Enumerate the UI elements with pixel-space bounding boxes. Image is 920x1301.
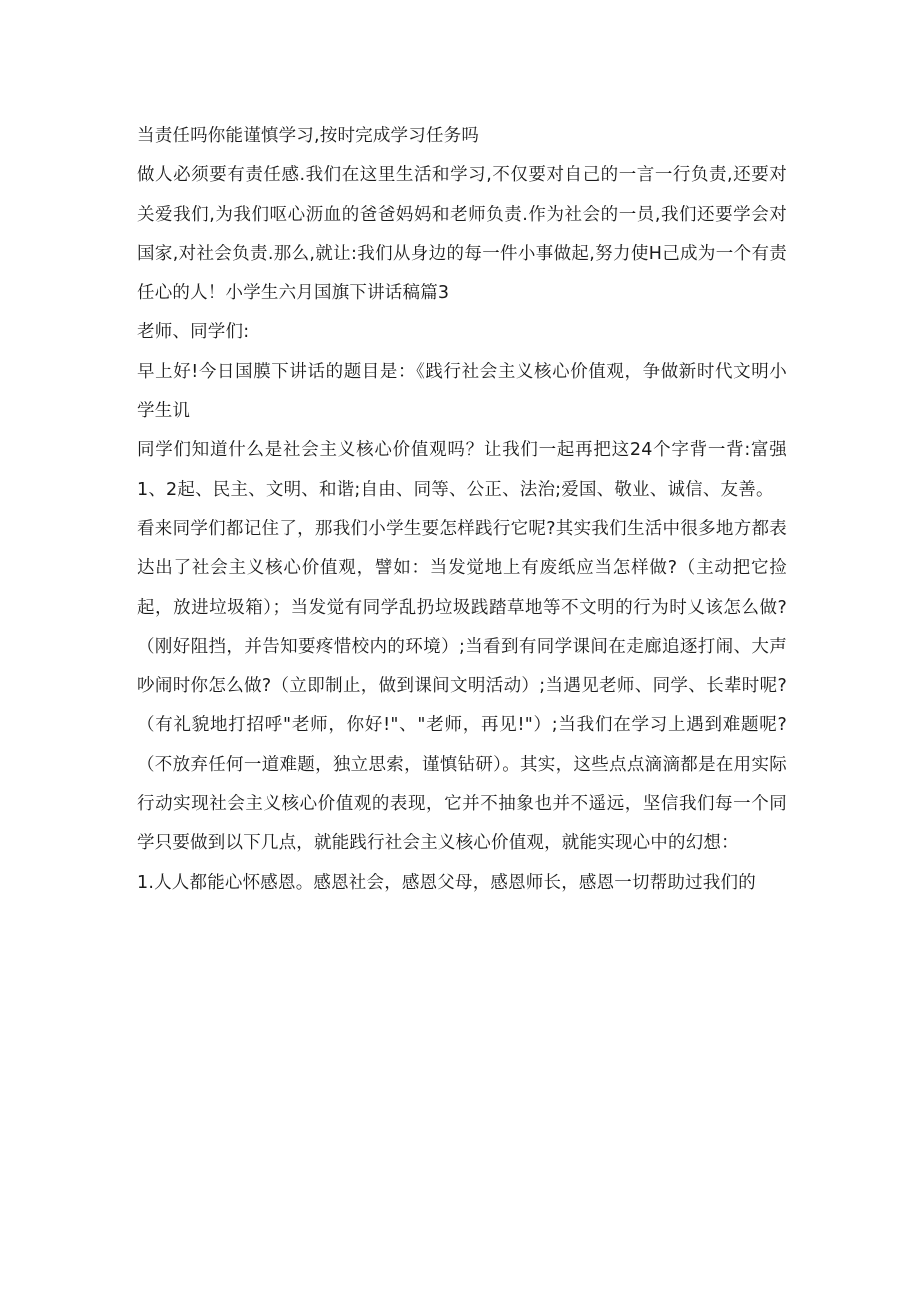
paragraph-7: 1.人人都能心怀感恩。感恩社会，感恩父母，感恩师长，感恩一切帮助过我们的 bbox=[137, 872, 756, 893]
paragraph-4: 早上好!今日国膜下讲话的题目是：《践行社会主义核心价值观，争做新时代文明小学生讥 bbox=[137, 361, 787, 422]
document-body bbox=[137, 117, 787, 903]
paragraph-3: 老师、同学们: bbox=[137, 322, 250, 343]
paragraph-6: 看来同学们都记住了，那我们小学生要怎样践行它呢?其实我们生活中很多地方都表达出了社会主义核心价值观，譬如：当发觉地上有废纸应当怎样做?（主动把它捡起，放进垃圾箱）；当发觉有同学乱扔垃圾践踏草地等不文明的行为时乂该怎么做?（刚好阻挡，并告知要疼惜校内的环境）;当看到有同学课间在走廊追逐打闹、大声吵闹时你怎么做?（立即制止，做到课间文明活动）;当遇见老师、同学、长辈时呢?（有礼貌地打招呼"老师，你好!"、"老师，再见!"）;当我们在学习上遇到难题呢?（不放弃任何一道难题，独立思索，谨慎钻研）。其实，这些点点滴滴都是在用实际行动实现社会主义核心价值观的表现，它并不抽象也并不遥远，坚信我们每一个同学只要做到以下几点，就能践行社会主义核心价值观，就能实现心中的幻想： bbox=[137, 518, 787, 854]
paragraph-1: 当责任吗你能谨慎学习,按时完成学习任务吗 bbox=[137, 126, 480, 146]
paragraph-5: 同学们知道什么是社会主义核心价值观吗？让我们一起再把这24个字背一背:富强1、2起、民主、文明、和谐;自由、同等、公正、法治;爱国、敬业、诚信、友善。 bbox=[137, 440, 787, 500]
paragraph-2: 做人必须要有责任感.我们在这里生活和学习,不仅要对自己的一言一行负责,还要对关爱我们,为我们呕心沥血的爸爸妈妈和老师负责.作为社会的一员,我们还要学会对国家,对社会负责.那么,就让:我们从身边的每一件小事做起,努力使H己成为一个有责任心的人！小学生六月国旗下讲话稿篇3 bbox=[137, 165, 787, 304]
